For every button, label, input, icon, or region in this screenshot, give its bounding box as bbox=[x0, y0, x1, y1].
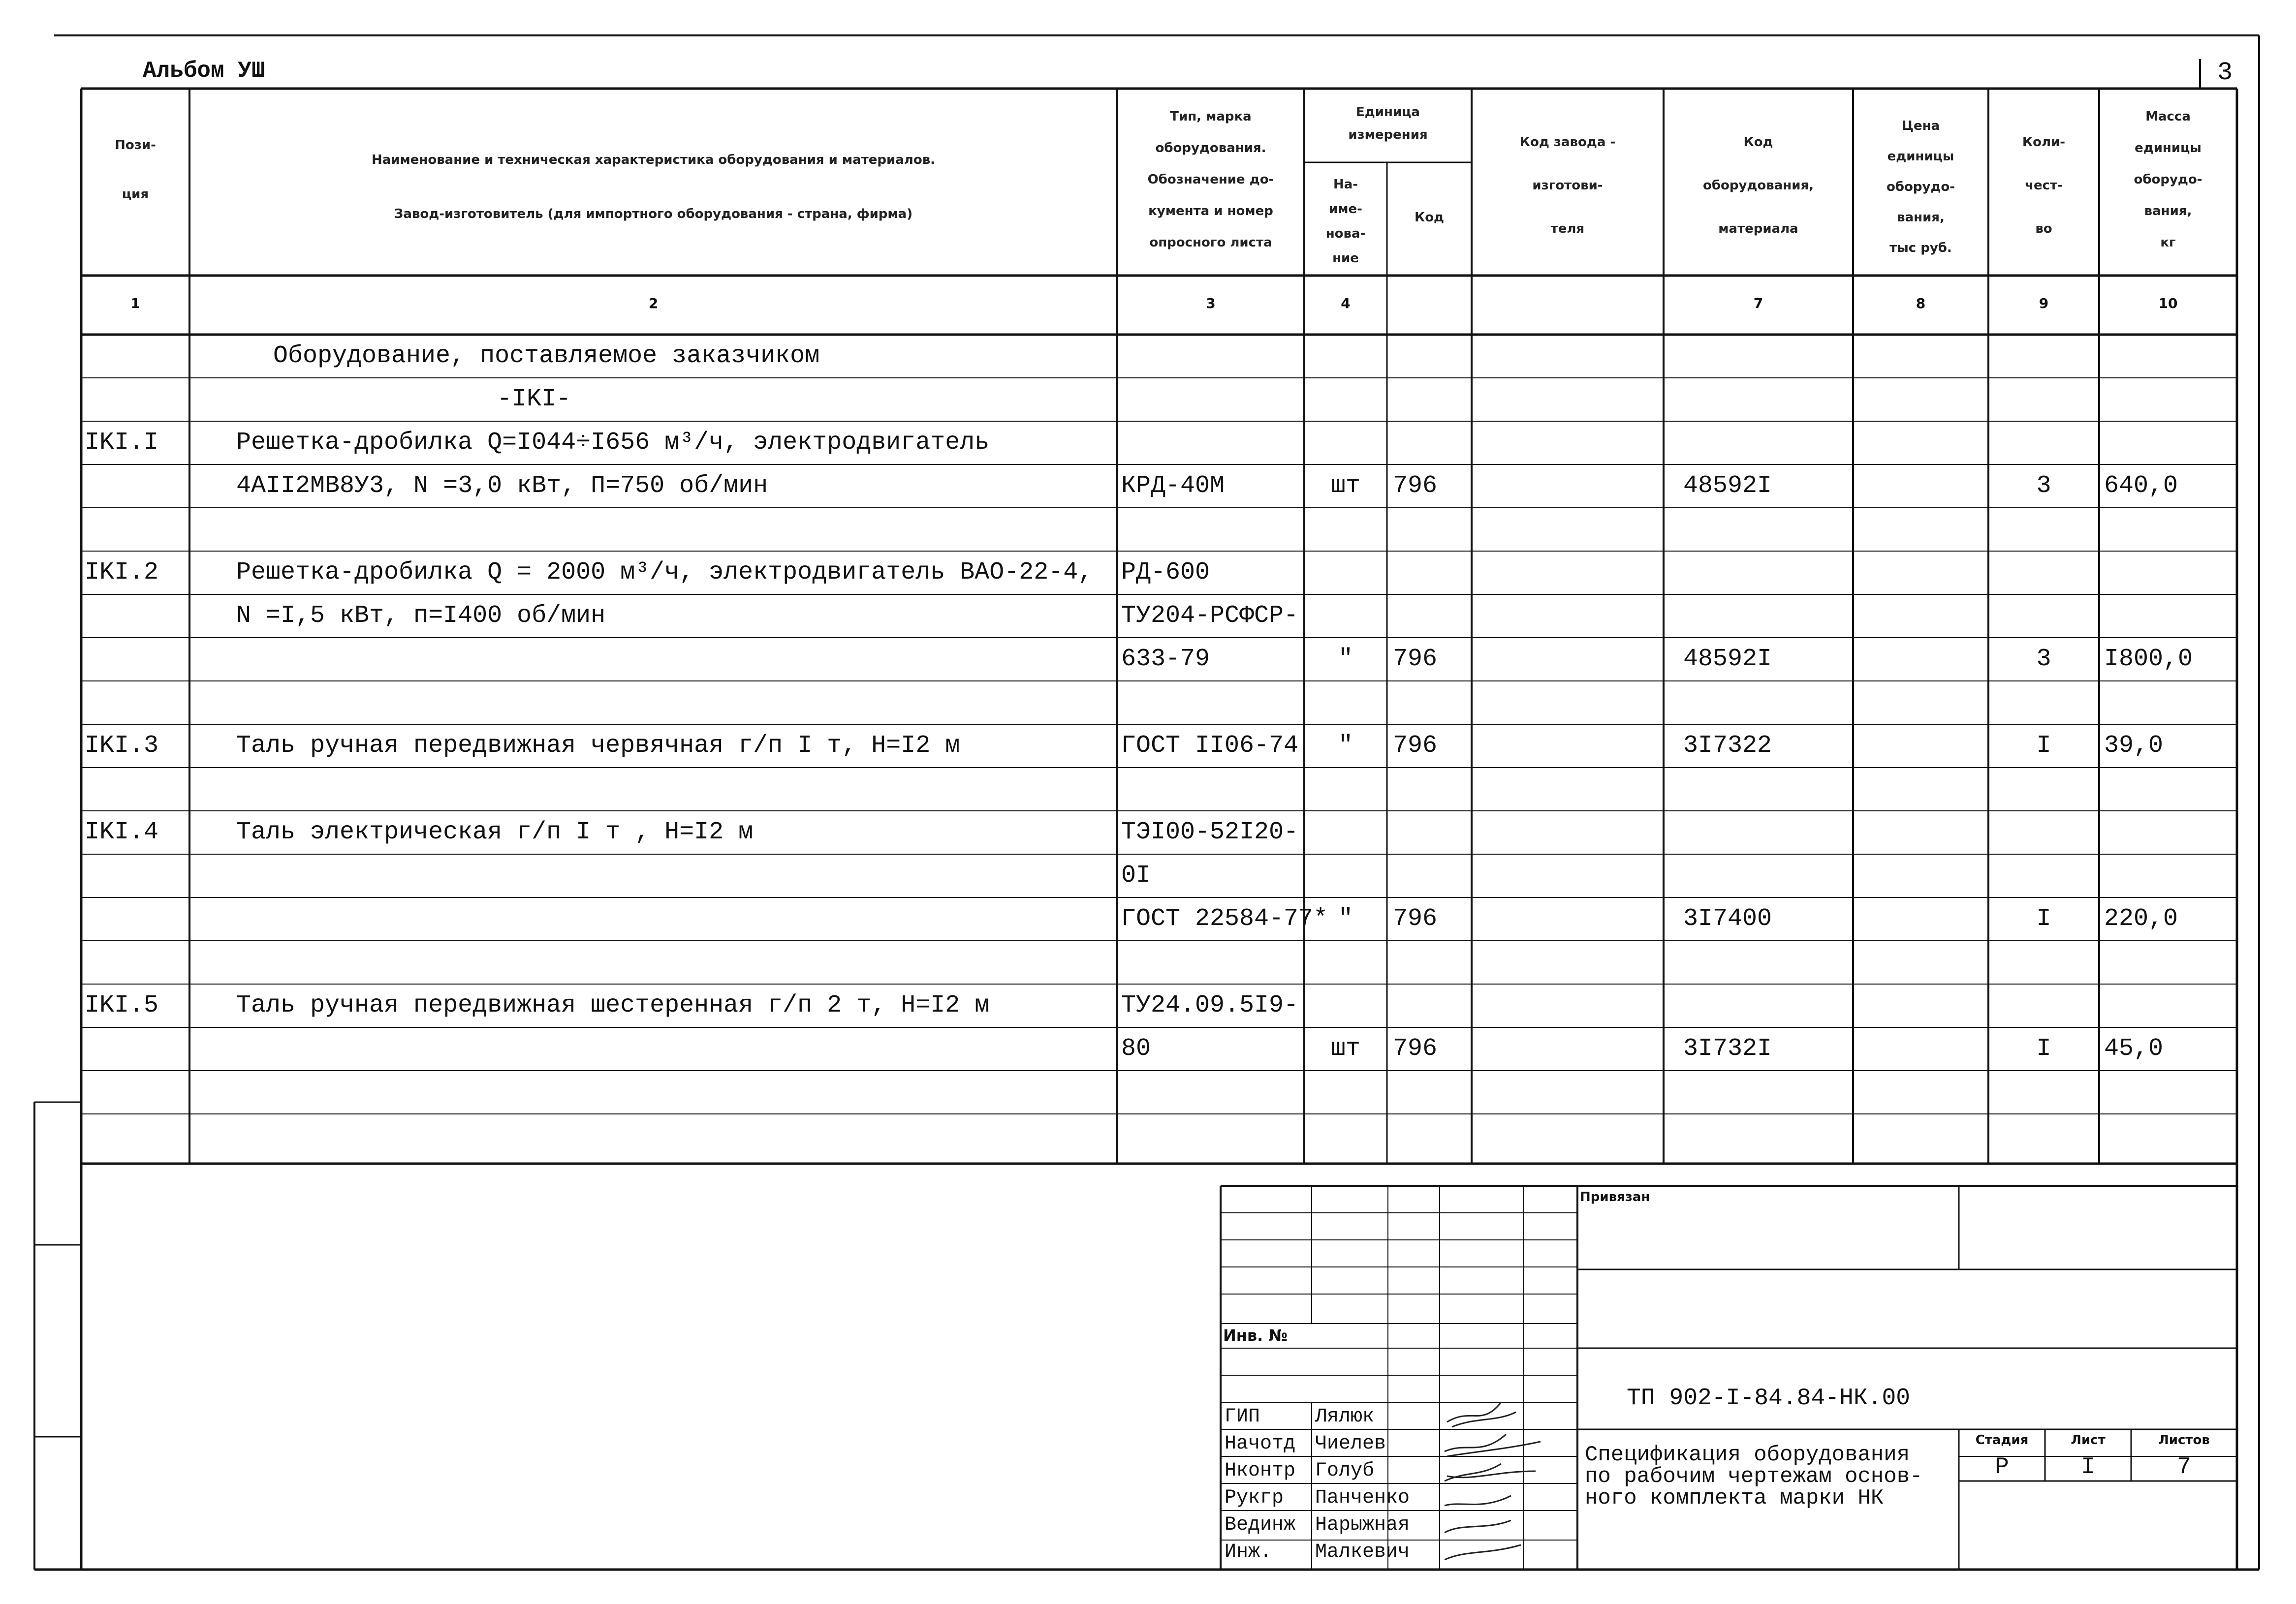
row-name: Таль ручная передвижная шестеренная г/п 2 т, Н=I2 м bbox=[236, 991, 990, 1019]
privyazan-label: Привязан bbox=[1580, 1190, 1650, 1204]
stage-label: Стадия bbox=[1975, 1433, 2029, 1448]
row-position: IKI.4 bbox=[85, 818, 159, 846]
column-number-4: 4 bbox=[1341, 295, 1351, 311]
row-quantity: 3 bbox=[2036, 645, 2051, 673]
header-type: Тип, марка оборудования. Обозначение до- кумента и номер опросного листа bbox=[1147, 109, 1274, 250]
column-number-3: 3 bbox=[1206, 295, 1216, 311]
row-name: Таль электрическая г/п I т , Н=I2 м bbox=[236, 818, 754, 846]
row-type: ТЭI00-52I20- bbox=[1121, 818, 1299, 846]
header-unit-name: На- име- нова- ние bbox=[1325, 177, 1366, 266]
row-name: Решетка-дробилка Q=I044÷I656 м³/ч, электродвигатель bbox=[236, 429, 990, 457]
role-nkontr: Нконтр bbox=[1225, 1460, 1296, 1482]
row-type: ТУ204-РСФСР- bbox=[1121, 602, 1299, 630]
header-name: Наименование и техническая характеристика оборудования и материалов. Завод-изготовитель (для импортного оборудования - страна, фирма) bbox=[371, 153, 936, 221]
column-number-2: 2 bbox=[648, 295, 659, 311]
column-number-10: 10 bbox=[2158, 295, 2178, 311]
name-nkontr: Голуб bbox=[1315, 1460, 1375, 1482]
document-title: Спецификация оборудования по рабочим чертежам основ- ного комплекта марки НК bbox=[1585, 1443, 1923, 1511]
header-mass: Масса единицы оборудо- вания, кг bbox=[2134, 109, 2202, 250]
stamp-names bbox=[1315, 1403, 1410, 1566]
name-rukgr: Панченко bbox=[1315, 1487, 1410, 1509]
row-type: 633-79 bbox=[1121, 645, 1210, 673]
row-unit: " bbox=[1338, 732, 1353, 760]
header-position: Пози- ция bbox=[115, 138, 156, 202]
stage-value: Р bbox=[1995, 1454, 2009, 1481]
sheet-value: I bbox=[2081, 1454, 2095, 1481]
row-unit-code: 796 bbox=[1393, 472, 1438, 500]
header-equipment-code: Код оборудования, материала bbox=[1702, 135, 1814, 236]
stamp-roles bbox=[1225, 1403, 1295, 1566]
role-gip: ГИП bbox=[1225, 1406, 1260, 1428]
row-mass: 45,0 bbox=[2104, 1035, 2164, 1063]
row-type: 80 bbox=[1121, 1035, 1151, 1063]
sheet-label: Лист bbox=[2071, 1433, 2106, 1448]
inv-number-label: Инв. № bbox=[1223, 1326, 1288, 1345]
row-position: IKI.I bbox=[85, 429, 159, 457]
name-inzh: Малкевич bbox=[1315, 1541, 1410, 1563]
row-type: 0I bbox=[1121, 862, 1151, 890]
sheets-label: Листов bbox=[2158, 1433, 2210, 1448]
row-equipment-code: 3I732I bbox=[1683, 1035, 1772, 1063]
row-quantity: I bbox=[2036, 1035, 2051, 1063]
role-nachotd: Начотд bbox=[1225, 1433, 1296, 1455]
row-quantity: 3 bbox=[2036, 472, 2051, 500]
row-mass: 220,0 bbox=[2104, 905, 2178, 933]
column-number-1: 1 bbox=[130, 295, 140, 311]
signatures bbox=[1445, 1402, 1541, 1560]
row-unit-code: 796 bbox=[1393, 905, 1438, 933]
row-type: ТУ24.09.5I9- bbox=[1121, 991, 1299, 1019]
name-gip: Лялюк bbox=[1315, 1406, 1375, 1428]
album-label: Альбом УШ bbox=[143, 58, 265, 84]
row-position: IKI.2 bbox=[85, 558, 159, 586]
row-type: ГОСТ 22584-77* bbox=[1121, 905, 1328, 933]
header-maker-code: Код завода - изготови- теля bbox=[1519, 135, 1616, 236]
row-mass: 640,0 bbox=[2104, 472, 2178, 500]
row-type: КРД-40М bbox=[1121, 472, 1225, 500]
column-number-7: 7 bbox=[1753, 295, 1763, 311]
row-mass: I800,0 bbox=[2104, 645, 2193, 673]
row-quantity: I bbox=[2036, 732, 2051, 760]
row-unit: шт bbox=[1330, 472, 1360, 500]
row-type: ГОСТ II06-74 bbox=[1121, 732, 1299, 760]
header-price: Цена единицы оборудо- вания, тыс руб. bbox=[1886, 119, 1955, 255]
header-unit-group: Единица измерения bbox=[1348, 105, 1428, 142]
row-name: 4AII2MB8У3, N =3,0 кВт, П=750 об/мин bbox=[236, 472, 768, 500]
row-name: -IKI- bbox=[497, 385, 571, 413]
row-unit-code: 796 bbox=[1393, 732, 1438, 760]
page-number: 3 bbox=[2217, 58, 2233, 87]
row-unit-code: 796 bbox=[1393, 1035, 1438, 1063]
column-number-9: 9 bbox=[2039, 295, 2049, 311]
role-inzh: Инж. bbox=[1225, 1541, 1272, 1563]
row-name: Оборудование, поставляемое заказчиком bbox=[273, 342, 820, 370]
role-vedinzh: Вединж bbox=[1225, 1514, 1296, 1536]
role-rukgr: Рукгр bbox=[1225, 1487, 1284, 1509]
row-name: Таль ручная передвижная червячная г/п I т, Н=I2 м bbox=[236, 732, 960, 760]
column-number-8: 8 bbox=[1916, 295, 1926, 311]
row-position: IKI.5 bbox=[85, 991, 159, 1019]
name-nachotd: Чиелев bbox=[1315, 1433, 1386, 1455]
row-unit: шт bbox=[1330, 1035, 1360, 1063]
row-name: N =I,5 кВт, п=I400 об/мин bbox=[236, 602, 606, 630]
sheets-value: 7 bbox=[2177, 1454, 2191, 1481]
row-equipment-code: 48592I bbox=[1683, 472, 1772, 500]
row-position: IKI.3 bbox=[85, 732, 159, 760]
row-unit: " bbox=[1338, 645, 1353, 673]
row-mass: 39,0 bbox=[2104, 732, 2164, 760]
row-name: Решетка-дробилка Q = 2000 м³/ч, электродвигатель ВАО-22-4, bbox=[236, 558, 1093, 586]
document-code: ТП 902-I-84.84-НК.00 bbox=[1627, 1385, 1911, 1412]
name-vedinzh: Нарыжная bbox=[1315, 1514, 1410, 1536]
row-unit: " bbox=[1338, 905, 1353, 933]
row-quantity: I bbox=[2036, 905, 2051, 933]
row-type: РД-600 bbox=[1121, 558, 1210, 586]
header-unit-code: Код bbox=[1414, 210, 1445, 225]
row-equipment-code: 48592I bbox=[1683, 645, 1772, 673]
row-unit-code: 796 bbox=[1393, 645, 1438, 673]
header-quantity: Коли- чест- во bbox=[2022, 135, 2066, 236]
row-equipment-code: 3I7322 bbox=[1683, 732, 1772, 760]
row-equipment-code: 3I7400 bbox=[1683, 905, 1772, 933]
